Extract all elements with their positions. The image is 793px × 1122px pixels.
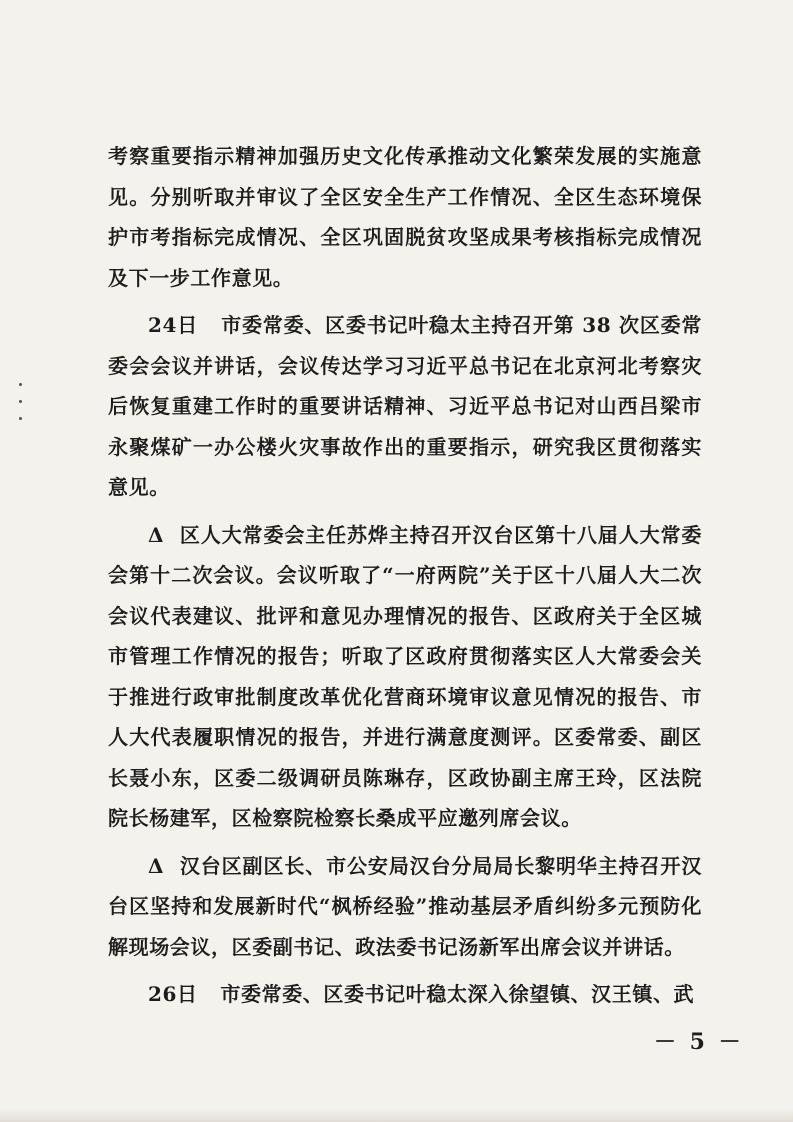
binding-dot <box>19 383 22 386</box>
paragraph-24th-committee-meeting <box>108 305 702 508</box>
paragraph-text: 市委常委、区委书记叶稳太主持召开第 38 次区委常委会会议并讲话，会议传达学习习近平总书记在北京河北考察灾后恢复重建工作时的重要讲话精神、习近平总书记对山西吕梁市永聚煤矿一办公楼火灾事故作出的重要指示，研究我区贯彻落实意见。 <box>108 313 702 499</box>
document-body <box>108 136 702 1022</box>
scan-edge-shadow <box>0 1108 793 1122</box>
paragraph-npc-standing-committee <box>108 515 702 839</box>
delta-bullet: Δ <box>148 853 165 878</box>
paragraph-text: 市委常委、区委书记叶稳太深入徐望镇、汉王镇、武 <box>220 982 695 1006</box>
paragraph-text: 区人大常委会主任苏烨主持召开汉台区第十八届人大常委会第十二次会议。会议听取了“一府两院”关于区十八届人大二次会议代表建议、批评和意见办理情况的报告、区政府关于全区城市管理工作情况的报告；听取了区政府贯彻落实区人大常委会关于推进行政审批制度改革优化营商环境审议意见情况的报告、市人大代表履职情况的报告，并进行满意度测评。区委常委、副区长聂小东，区委二级调研员陈琳存，区政协副主席王玲，区法院院长杨建军，区检察院检察长桑成平应邀列席会议。 <box>108 522 702 830</box>
binding-dot <box>19 417 22 420</box>
paragraph-text: 考察重要指示精神加强历史文化传承推动文化繁荣发展的实施意见。分别听取并审议了全区安全生产工作情况、全区生态环境保护市考指标完成情况、全区巩固脱贫攻坚成果考核指标完成情况及下一步工作意见。 <box>108 144 702 290</box>
paragraph-continuation <box>108 136 702 298</box>
page-number: － 5 － <box>654 1029 744 1055</box>
paragraph-fengqiao-experience-meeting <box>108 846 702 968</box>
date-label: 24日 <box>148 313 198 337</box>
binding-dot <box>19 400 22 403</box>
paragraph-text: 汉台区副区长、市公安局汉台分局局长黎明华主持召开汉台区坚持和发展新时代“枫桥经验”推动基层矛盾纠纷多元预防化解现场会议，区委副书记、政法委书记汤新军出席会议并讲话。 <box>108 853 702 959</box>
date-label: 26日 <box>148 982 198 1006</box>
binding-hole-marks <box>18 383 24 433</box>
delta-bullet: Δ <box>148 522 165 547</box>
paragraph-26th-inspection <box>108 974 702 1015</box>
